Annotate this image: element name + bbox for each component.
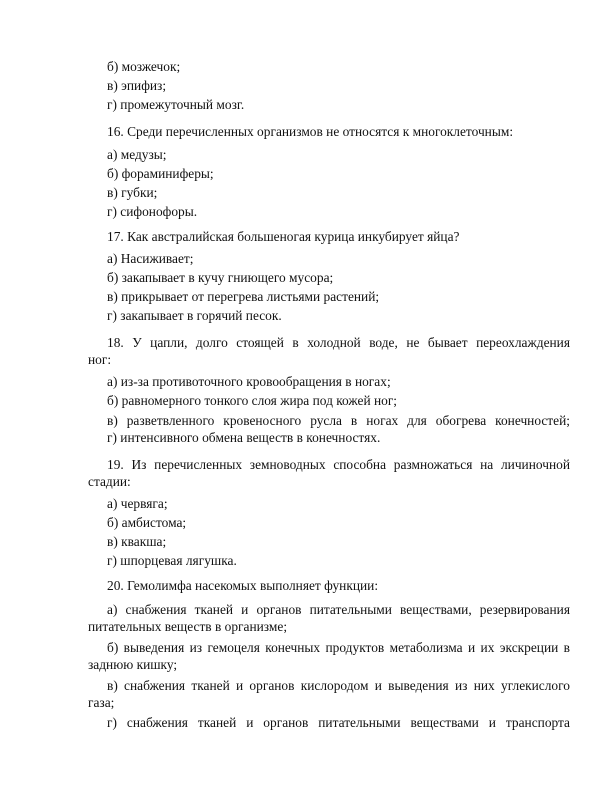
q20-option-b-line1: б) выведения из гемоцеля конечных продуктов метаболизма и их экскреции в: [107, 640, 570, 655]
q19-option-a: а) червяга;: [107, 496, 168, 511]
q17-option-a: а) Насиживает;: [107, 251, 194, 266]
q19-option-d: г) шпорцевая лягушка.: [107, 553, 237, 568]
q20-option-a-line2: питательных веществ в организме;: [88, 619, 288, 634]
q17-option-b: б) закапывает в кучу гниющего мусора;: [107, 270, 334, 285]
q20-option-a-line1: а) снабжения тканей и органов питательными веществами, резервирования: [107, 602, 570, 617]
q16-option-b: б) фораминиферы;: [107, 166, 214, 181]
q18-option-d: г) интенсивного обмена веществ в конечностях.: [107, 430, 381, 445]
q18-question-line1: 18. У цапли, долго стоящей в холодной воде, не бывает переохлаждения: [107, 335, 570, 350]
q17-option-c: в) прикрывает от перегрева листьями растений;: [107, 289, 380, 304]
q19-question-line2: стадии:: [88, 474, 131, 489]
q18-option-a: а) из-за противоточного кровообращения в ногах;: [107, 374, 391, 389]
q20-question: 20. Гемолимфа насекомых выполняет функции:: [107, 578, 379, 593]
q18-question-line2: ног:: [88, 352, 112, 367]
q17-question: 17. Как австралийская большеногая курица инкубирует яйца?: [107, 229, 460, 244]
q19-question-line1: 19. Из перечисленных земноводных способна размножаться на личиночной: [107, 457, 570, 472]
q16-option-a: а) медузы;: [107, 147, 167, 162]
q18-option-b: б) равномерного тонкого слоя жира под кожей ног;: [107, 393, 398, 408]
q18-option-c: в) разветвленного кровеносного русла в ногах для обогрева конечностей;: [107, 413, 570, 428]
q19-option-b: б) амбистома;: [107, 515, 187, 530]
q15-option-b: б) мозжечок;: [107, 59, 181, 74]
q20-option-b-line2: заднюю кишку;: [88, 657, 178, 672]
q17-option-d: г) закапывает в горячий песок.: [107, 308, 282, 323]
q15-option-d: г) промежуточный мозг.: [107, 97, 245, 112]
q16-option-d: г) сифонофоры.: [107, 204, 198, 219]
q20-option-c-line1: в) снабжения тканей и органов кислородом и выведения из них углекислого: [107, 678, 570, 693]
q16-question: 16. Среди перечисленных организмов не относятся к многоклеточным:: [107, 124, 514, 139]
q19-option-c: в) квакша;: [107, 534, 167, 549]
q20-option-c-line2: газа;: [88, 695, 115, 710]
q20-option-d-line1: г) снабжения тканей и органов питательными веществами и транспорта: [107, 715, 570, 730]
q15-option-c: в) эпифиз;: [107, 78, 167, 93]
q16-option-c: в) губки;: [107, 185, 158, 200]
